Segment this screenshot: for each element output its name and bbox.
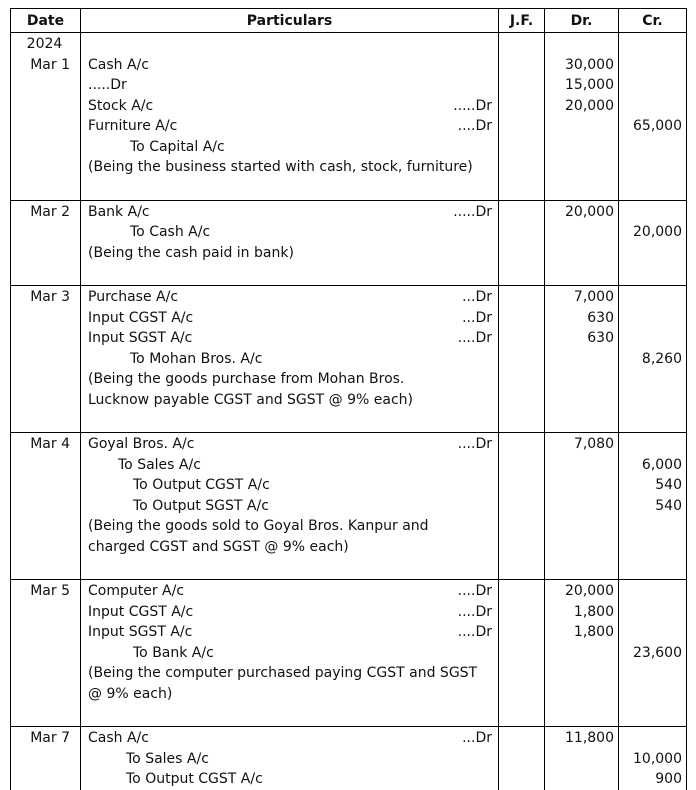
dr-amount: 20,000: [565, 97, 614, 114]
dr-mark: .....Dr: [453, 97, 492, 114]
entry-dr: [545, 200, 619, 263]
header-particulars: Particulars: [81, 9, 499, 33]
dr-mark: ....Dr: [457, 118, 492, 134]
narration: (Being the goods purchase from Mohan Bros. Lucknow payable CGST and SGST @ 9% each): [88, 371, 414, 408]
dr-mark: ....Dr: [457, 436, 492, 452]
entry-jf: [499, 200, 545, 263]
account-name: Computer A/c: [88, 583, 185, 599]
debit-line: [88, 602, 492, 623]
account-name: Goyal Bros. A/c: [88, 436, 195, 452]
entry-cr: [619, 580, 687, 705]
credit-line: To Mohan Bros. A/c: [130, 350, 263, 367]
journal-entry: [11, 200, 687, 263]
dr-amount: 15,000: [565, 77, 614, 93]
date-label: Mar 1: [30, 56, 70, 73]
debit-line: [88, 308, 492, 329]
entry-dr: [545, 727, 619, 790]
dr-amount: 20,000: [565, 583, 614, 599]
cr-amount: 23,600: [633, 644, 682, 661]
entry-jf: [499, 727, 545, 790]
credit-line: To Cash A/c: [130, 224, 211, 240]
date-label: Mar 2: [30, 203, 70, 220]
dr-mark: ...Dr: [462, 730, 492, 746]
account-name: Furniture A/c: [88, 118, 178, 134]
dr-mark: ....Dr: [457, 603, 492, 620]
entry-date: [11, 580, 81, 705]
account-name: .....Dr: [88, 77, 127, 93]
journal-table: [10, 8, 687, 790]
cr-amount: 6,000: [641, 456, 682, 473]
date-label: Mar 5: [30, 583, 70, 599]
entry-dr: [545, 33, 619, 178]
debit-line: [88, 328, 492, 349]
entry-cr: [619, 433, 687, 558]
account-name: Purchase A/c: [88, 289, 179, 305]
dr-mark: ...Dr: [462, 309, 492, 326]
credit-line: To Output SGST A/c: [133, 497, 269, 514]
dr-mark: ....Dr: [457, 583, 492, 599]
entry-jf: [499, 433, 545, 558]
dr-amount: 30,000: [565, 56, 614, 73]
entry-cr: [619, 286, 687, 411]
dr-mark: .....Dr: [453, 203, 492, 220]
dr-amount: 630: [587, 330, 614, 346]
entry-jf: [499, 33, 545, 178]
credit-line: To Capital A/c: [130, 138, 225, 155]
journal-entry: [11, 33, 687, 178]
entry-dr: [545, 286, 619, 411]
credit-line: To Sales A/c: [118, 456, 201, 473]
debit-line: [88, 116, 492, 137]
dr-amount: 630: [587, 309, 614, 326]
narration: (Being the cash paid in bank): [88, 244, 294, 261]
debit-line: [88, 581, 492, 602]
header-jf: J.F.: [499, 9, 545, 33]
debit-line: [88, 55, 492, 76]
account-name: Input SGST A/c: [88, 624, 193, 640]
entry-date: [11, 33, 81, 178]
account-name: Cash A/c: [88, 56, 149, 73]
journal-entry: [11, 727, 687, 790]
credit-line: To Output CGST A/c: [133, 477, 270, 493]
header-cr: Cr.: [619, 9, 687, 33]
journal-entry: [11, 286, 687, 411]
narration: (Being the goods sold to Goyal Bros. Kanpur and charged CGST and SGST @ 9% each): [88, 518, 429, 555]
entry-jf: [499, 286, 545, 411]
cr-amount: 8,260: [641, 350, 682, 367]
account-name: Stock A/c: [88, 97, 154, 114]
dr-amount: 11,800: [565, 730, 614, 746]
credit-line: To Output CGST A/c: [126, 771, 263, 787]
entry-cr: [619, 727, 687, 790]
journal-entry: [11, 580, 687, 705]
cr-amount: 540: [655, 497, 682, 514]
entry-cr: [619, 33, 687, 178]
entry-date: [11, 433, 81, 558]
header-date: Date: [11, 9, 81, 33]
entry-particulars: [81, 33, 499, 178]
account-name: Bank A/c: [88, 203, 150, 220]
cr-amount: 900: [655, 771, 682, 787]
entry-date: [11, 286, 81, 411]
header-row: [11, 9, 687, 33]
year-label: 2024: [26, 36, 63, 52]
account-name: Input SGST A/c: [88, 330, 193, 346]
entry-cr: [619, 200, 687, 263]
dr-amount: 7,000: [573, 289, 614, 305]
debit-line: [88, 75, 492, 96]
credit-line: To Bank A/c: [133, 644, 214, 661]
date-label: Mar 7: [30, 730, 70, 746]
account-name: Cash A/c: [88, 730, 149, 746]
dr-mark: ....Dr: [457, 624, 492, 640]
cr-amount: 540: [655, 477, 682, 493]
narration: (Being the computer purchased paying CGST and SGST @ 9% each): [88, 665, 478, 702]
dr-amount: 20,000: [565, 203, 614, 220]
debit-line: [88, 622, 492, 643]
cr-amount: 20,000: [633, 224, 682, 240]
dr-amount: 1,800: [573, 624, 614, 640]
cr-amount: 65,000: [633, 118, 682, 134]
entry-particulars: [81, 433, 499, 558]
entry-date: [11, 727, 81, 790]
entry-particulars: [81, 200, 499, 263]
dr-amount: 1,800: [573, 603, 614, 620]
entry-dr: [545, 580, 619, 705]
debit-line: [88, 728, 492, 749]
debit-line: [88, 287, 492, 308]
cr-amount: 10,000: [633, 750, 682, 767]
entry-jf: [499, 580, 545, 705]
entry-dr: [545, 433, 619, 558]
date-label: Mar 3: [30, 289, 70, 305]
credit-line: To Sales A/c: [126, 750, 209, 767]
entry-particulars: [81, 727, 499, 790]
dr-mark: ....Dr: [457, 330, 492, 346]
debit-line: [88, 202, 492, 223]
debit-line: [88, 434, 492, 455]
account-name: Input CGST A/c: [88, 603, 194, 620]
dr-amount: 7,080: [573, 436, 614, 452]
date-label: Mar 4: [30, 436, 70, 452]
entry-particulars: [81, 580, 499, 705]
entry-particulars: [81, 286, 499, 411]
journal-entry: [11, 433, 687, 558]
account-name: Input CGST A/c: [88, 309, 194, 326]
entry-date: [11, 200, 81, 263]
narration: (Being the business started with cash, stock, furniture): [88, 159, 473, 175]
dr-mark: ...Dr: [462, 289, 492, 305]
debit-line: [88, 96, 492, 117]
header-dr: Dr.: [545, 9, 619, 33]
